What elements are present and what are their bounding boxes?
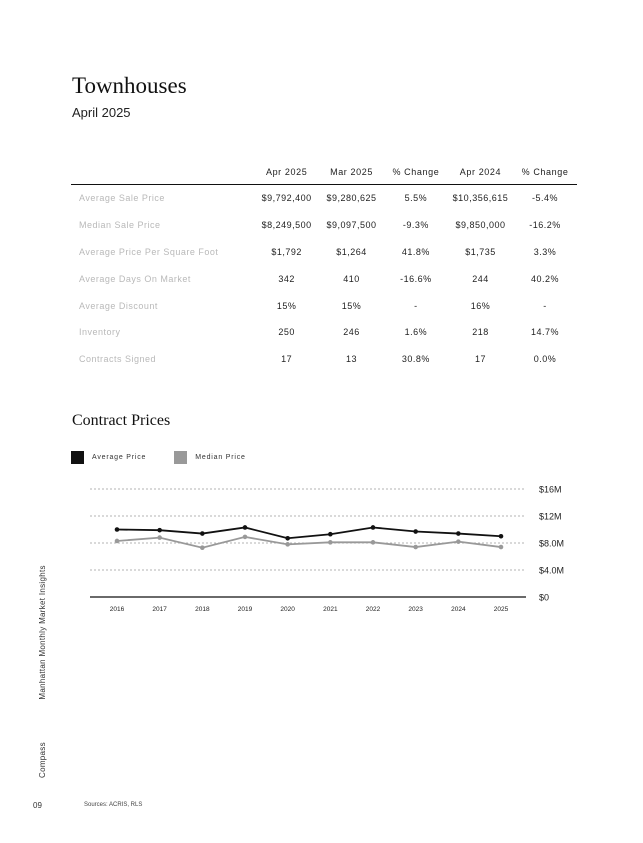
data-point-median-price bbox=[200, 545, 205, 550]
cell-mar-2025: 15% bbox=[341, 300, 362, 311]
data-point-median-price bbox=[328, 540, 333, 545]
chart-section-title: Contract Prices bbox=[72, 412, 171, 429]
cell-mom-change: 41.8% bbox=[401, 246, 430, 257]
contract-prices-chart bbox=[70, 475, 580, 620]
chart-legend bbox=[71, 450, 274, 464]
cell-apr-2024: 244 bbox=[472, 273, 489, 284]
data-point-average-price bbox=[157, 528, 162, 533]
report-name: Manhattan Monthly Market Insights bbox=[38, 565, 47, 700]
x-tick-label: 2017 bbox=[152, 606, 167, 613]
series-line-median-price bbox=[117, 537, 501, 548]
cell-mar-2025: 246 bbox=[343, 327, 360, 338]
cell-mom-change: -9.3% bbox=[402, 220, 429, 231]
cell-apr-2025: 342 bbox=[278, 273, 295, 284]
table-row bbox=[71, 185, 577, 212]
column-header-mom-change: % Change bbox=[384, 160, 448, 185]
row-label: Average Price Per Square Foot bbox=[79, 246, 219, 257]
cell-yoy-change: 14.7% bbox=[531, 327, 560, 338]
data-point-median-price bbox=[157, 535, 162, 540]
cell-apr-2025: 250 bbox=[278, 327, 295, 338]
x-tick-label: 2025 bbox=[493, 606, 509, 613]
table-row bbox=[71, 319, 577, 346]
cell-apr-2024: 17 bbox=[474, 354, 486, 365]
data-point-median-price bbox=[371, 540, 376, 545]
cell-apr-2025: 17 bbox=[281, 354, 293, 365]
cell-mom-change: - bbox=[414, 300, 418, 311]
x-tick-label: 2018 bbox=[195, 606, 210, 613]
column-header-yoy-change: % Change bbox=[513, 160, 577, 185]
cell-apr-2025: $8,249,500 bbox=[261, 220, 312, 231]
column-header-apr-2024: Apr 2024 bbox=[448, 160, 513, 185]
data-point-median-price bbox=[243, 535, 248, 540]
data-point-average-price bbox=[499, 534, 504, 539]
x-tick-label: 2022 bbox=[365, 606, 381, 613]
data-point-average-price bbox=[200, 531, 205, 536]
table-row bbox=[71, 212, 577, 239]
row-label: Average Sale Price bbox=[79, 193, 165, 204]
cell-apr-2024: $1,735 bbox=[465, 246, 496, 257]
y-tick-label: $16M bbox=[539, 484, 562, 495]
data-point-median-price bbox=[456, 539, 461, 544]
table-row bbox=[71, 346, 577, 373]
cell-mom-change: -16.6% bbox=[400, 273, 432, 284]
data-point-average-price bbox=[456, 531, 461, 536]
table-row bbox=[71, 292, 577, 319]
data-point-average-price bbox=[285, 536, 290, 541]
row-label: Contracts Signed bbox=[79, 354, 157, 365]
x-tick-label: 2019 bbox=[237, 606, 253, 613]
row-label: Average Days On Market bbox=[79, 273, 191, 284]
cell-mar-2025: $1,264 bbox=[336, 246, 367, 257]
cell-mar-2025: $9,280,625 bbox=[326, 193, 377, 204]
cell-mom-change: 5.5% bbox=[404, 193, 428, 204]
page-title: Townhouses bbox=[72, 73, 187, 98]
row-label: Average Discount bbox=[79, 300, 158, 311]
sources-note: Sources: ACRIS, RLS bbox=[84, 802, 143, 808]
data-point-average-price bbox=[371, 525, 376, 530]
cell-mar-2025: $9,097,500 bbox=[326, 220, 377, 231]
legend-item-average bbox=[71, 451, 146, 464]
cell-apr-2025: 15% bbox=[276, 300, 297, 311]
series-line-average-price bbox=[117, 527, 501, 538]
data-point-average-price bbox=[243, 525, 248, 530]
cell-apr-2024: $10,356,615 bbox=[452, 193, 509, 204]
cell-mom-change: 1.6% bbox=[404, 327, 428, 338]
stats-table bbox=[71, 160, 577, 373]
data-point-median-price bbox=[499, 545, 504, 550]
x-tick-label: 2016 bbox=[109, 606, 125, 613]
table-header-row bbox=[71, 160, 577, 185]
x-tick-label: 2024 bbox=[451, 606, 466, 613]
cell-yoy-change: 3.3% bbox=[533, 246, 557, 257]
cell-mom-change: 30.8% bbox=[401, 354, 430, 365]
cell-yoy-change: -16.2% bbox=[529, 220, 561, 231]
data-point-median-price bbox=[285, 542, 290, 547]
cell-yoy-change: - bbox=[543, 300, 547, 311]
cell-apr-2024: $9,850,000 bbox=[455, 220, 506, 231]
data-point-average-price bbox=[413, 529, 418, 534]
y-tick-label: $12M bbox=[539, 511, 562, 522]
data-point-average-price bbox=[328, 532, 333, 537]
cell-apr-2025: $9,792,400 bbox=[261, 193, 312, 204]
cell-apr-2025: $1,792 bbox=[271, 246, 302, 257]
y-tick-label: $8.0M bbox=[539, 538, 565, 549]
x-tick-label: 2021 bbox=[323, 606, 338, 613]
data-point-median-price bbox=[115, 539, 120, 544]
row-label: Inventory bbox=[79, 327, 121, 338]
page-number: 09 bbox=[33, 801, 42, 810]
brand-name: Compass bbox=[38, 742, 47, 778]
cell-apr-2024: 16% bbox=[470, 300, 491, 311]
cell-mar-2025: 410 bbox=[343, 273, 360, 284]
y-tick-label: $0 bbox=[539, 592, 550, 603]
data-point-median-price bbox=[413, 545, 418, 550]
legend-label-average: Average Price bbox=[92, 453, 147, 461]
page-subtitle: April 2025 bbox=[72, 105, 131, 120]
cell-apr-2024: 218 bbox=[472, 327, 489, 338]
legend-swatch-average bbox=[71, 451, 84, 464]
column-header-mar-2025: Mar 2025 bbox=[319, 160, 384, 185]
cell-yoy-change: 0.0% bbox=[533, 354, 557, 365]
legend-item-median bbox=[174, 451, 245, 464]
legend-swatch-median bbox=[174, 451, 187, 464]
x-tick-label: 2020 bbox=[280, 606, 295, 613]
y-tick-label: $4.0M bbox=[539, 565, 565, 576]
column-header-metric bbox=[71, 160, 254, 185]
cell-mar-2025: 13 bbox=[346, 354, 358, 365]
x-tick-label: 2023 bbox=[408, 606, 423, 613]
legend-label-median: Median Price bbox=[195, 453, 246, 461]
cell-yoy-change: 40.2% bbox=[531, 273, 560, 284]
table-row bbox=[71, 239, 577, 266]
cell-yoy-change: -5.4% bbox=[532, 193, 559, 204]
column-header-apr-2025: Apr 2025 bbox=[254, 160, 319, 185]
table-row bbox=[71, 265, 577, 292]
data-point-average-price bbox=[115, 527, 120, 532]
sidebar-footer bbox=[38, 518, 47, 778]
row-label: Median Sale Price bbox=[79, 220, 161, 231]
